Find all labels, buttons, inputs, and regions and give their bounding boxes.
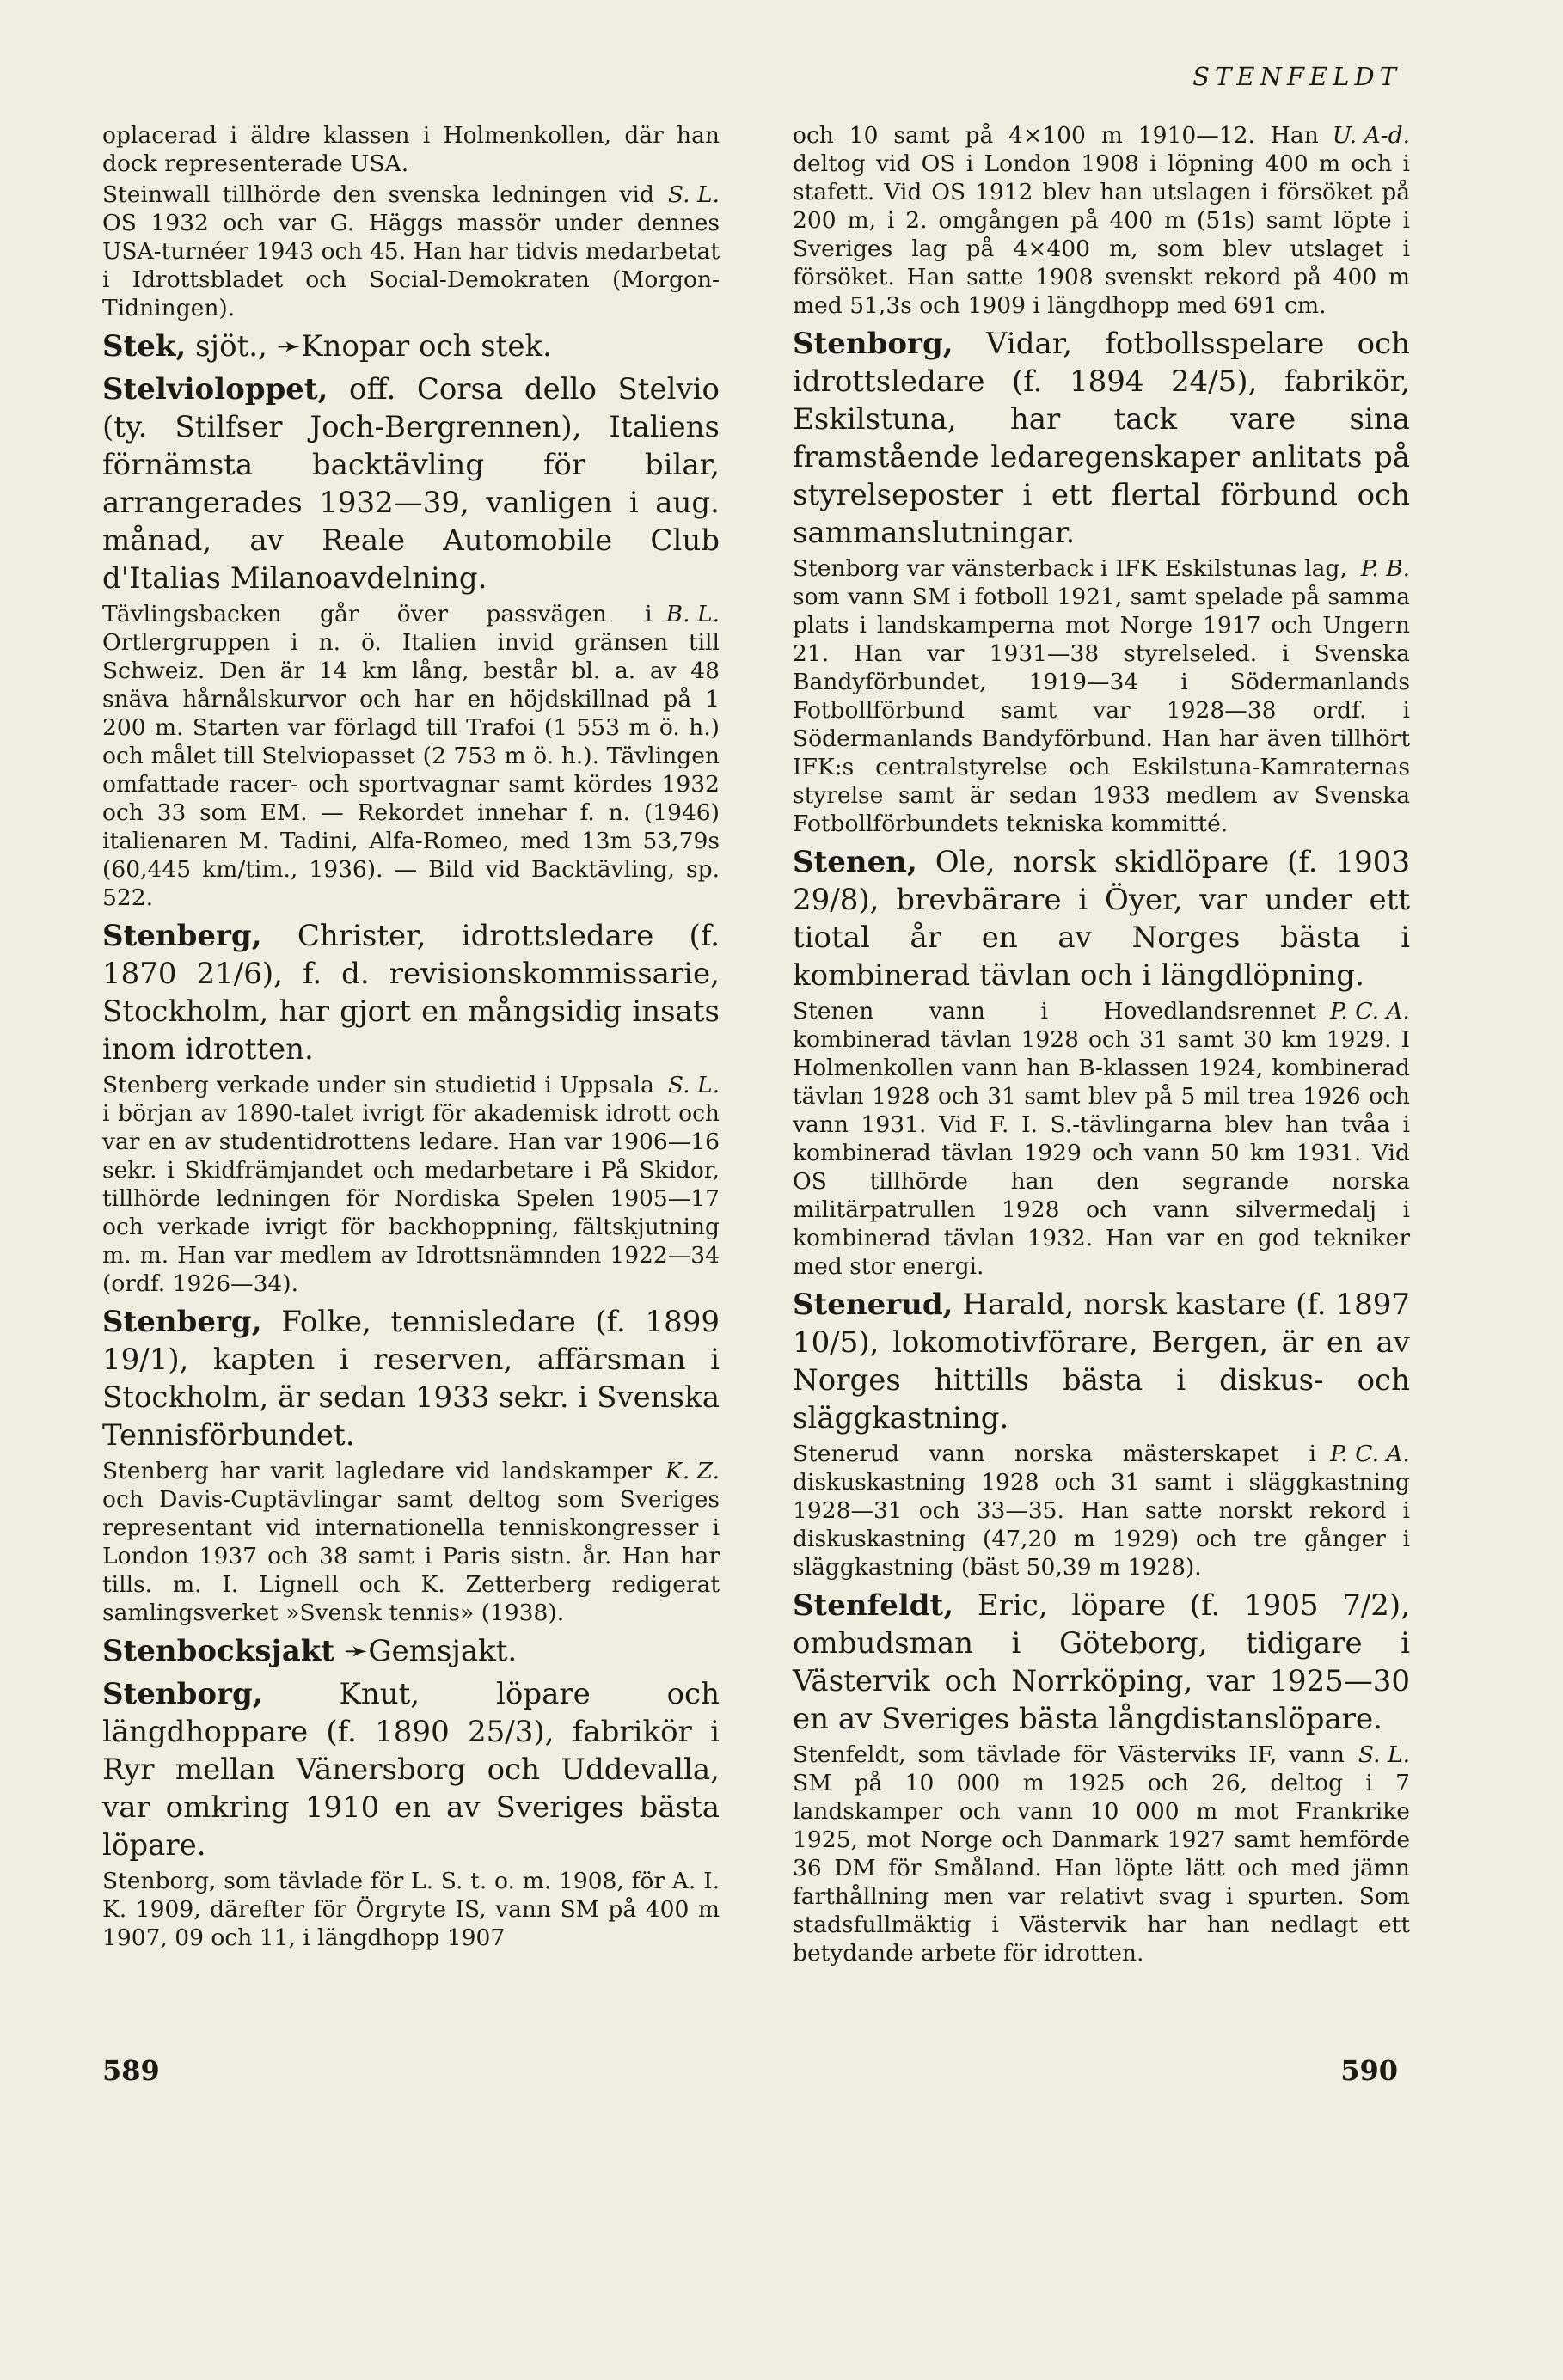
headword: Stenborg, (793, 327, 953, 361)
entry-lead (102, 370, 720, 597)
dictionary-entry (102, 917, 720, 1298)
author-signature: B. L. (665, 601, 720, 627)
author-signature: S. L. (667, 181, 720, 208)
entry-body (102, 1867, 720, 1952)
dictionary-entry (793, 1587, 1410, 1967)
author-signature: P. B. (1360, 555, 1410, 582)
entry-body (102, 1457, 720, 1627)
author-signature: U. A-d. (1332, 122, 1410, 149)
dictionary-entry (793, 325, 1410, 838)
author-signature: K. Z. (665, 1458, 720, 1484)
entry-text: ➛Gemsjakt. (343, 1634, 518, 1668)
entry-text: Vidar, fotbollsspelare och idrottsledare (f. 1894 24/5), fabrikör, Eskilstuna, har tack vare sina framstående ledaregenskaper anlitats på styrelseposter i ett flertal förbund och sammanslutningar. (793, 327, 1411, 550)
left-column (102, 119, 720, 1957)
page-number-left: 589 (102, 2054, 160, 2087)
author-signature: P. C. A. (1329, 998, 1410, 1025)
dictionary-entry (793, 1286, 1410, 1582)
entry-body (793, 121, 1410, 320)
entry-body (793, 554, 1410, 838)
headword: Stek, (102, 329, 187, 364)
dictionary-entry (102, 1675, 720, 1952)
dictionary-entry (102, 1632, 720, 1670)
entry-body (102, 1071, 720, 1298)
entry-text: Ole, norsk skidlöpare (f. 1903 29/8), brevbärare i Öyer, var under ett tiotal år en av Norges bästa i kombinerad tävlan och i längdlöpning. (793, 845, 1410, 993)
entry-text: Stenerud vann norska mästerskapet i diskuskastning 1928 och 31 samt i släggkastning 1928—31 och 33—35. Han satte norskt rekord i diskuskastning (47,20 m 1929) och tre gånger i släggkastning (bäst 50,39 m 1928). (793, 1441, 1410, 1581)
entry-text: Stenborg, som tävlade för L. S. t. o. m. 1908, för A. I. K. 1909, därefter för Örgryte IS, vann SM på 400 m 1907, 09 och 11, i längdhopp 1907 (102, 1868, 720, 1951)
running-head: STENFELDT (1192, 62, 1401, 91)
dictionary-entry (102, 327, 720, 365)
headword: Stenberg, (102, 919, 262, 953)
entry-text: Christer, idrottsledare (f. 1870 21/6), f. d. revisionskommissarie, Stockholm, har gjort en mångsidig insats inom idrotten. (102, 919, 720, 1067)
entry-body (102, 121, 720, 178)
entry-lead (793, 1286, 1410, 1437)
entry-text: Harald, norsk kastare (f. 1897 10/5), lokomotivförare, Bergen, är en av Norges hittills bästa i diskus- och släggkastning. (793, 1288, 1410, 1435)
entry-lead (102, 327, 720, 365)
entry-body (793, 1440, 1410, 1582)
page-number-right: 590 (1340, 2054, 1398, 2087)
entry-text: off. Corsa dello Stelvio (ty. Stilfser Joch-Bergrennen), Italiens förnämsta backtävling för bilar, arrangerades 1932—39, vanligen i aug. månad, av Reale Automobile Club d'Italias Milanoavdelning. (102, 372, 720, 596)
entry-text: Eric, löpare (f. 1905 7/2), ombudsman i Göteborg, tidigare i Västervik och Norrköping, var 1925—30 en av Sveriges bästa långdistanslöpare. (793, 1588, 1410, 1736)
author-signature: S. L. (1358, 1741, 1410, 1768)
entry-text: Steinwall tillhörde den svenska ledningen vid OS 1932 och var G. Häggs massör under dennes USA-turnéer 1943 och 45. Han har tidvis medarbetat i Idrottsbladet och Social-Demokraten (Morgon-Tidningen). (102, 181, 720, 321)
dictionary-entry (102, 1303, 720, 1627)
right-column (793, 119, 1410, 1973)
entry-lead (102, 1632, 720, 1670)
author-signature: P. C. A. (1329, 1441, 1410, 1467)
entry-body (102, 600, 720, 912)
author-signature: S. L. (667, 1072, 720, 1098)
dictionary-entry (102, 121, 720, 322)
headword: Stenberg, (102, 1305, 262, 1339)
entry-text: Tävlingsbacken går över passvägen i Ortlergruppen i n. ö. Italien invid gränsen till Schweiz. Den är 14 km lång, består bl. a. av 48 snäva hårnålskurvor och har en höjdskillnad på 1 200 m. Starten var förlagd till Trafoi (1 553 m ö. h.) och målet till Stelviopasset (2 753 m ö. h.). Tävlingen omfattade racer- och sportvagnar samt kördes 1932 och 33 som EM. — Rekordet innehar f. n. (1946) italienaren M. Tadini, Alfa-Romeo, med 13m 53,79s (60,445 km/tim., 1936). — Bild vid Backtävling, sp. 522. (102, 601, 720, 911)
dictionary-entry (793, 121, 1410, 320)
headword: Stenen, (793, 845, 917, 879)
entry-text: Knut, löpare och längdhoppare (f. 1890 25/3), fabrikör i Ryr mellan Vänersborg och Uddevalla, var omkring 1910 en av Sveriges bästa löpare. (102, 1677, 720, 1863)
entry-lead (793, 1587, 1410, 1738)
entry-lead (102, 917, 720, 1068)
entry-text: sjöt., ➛Knopar och stek. (195, 329, 552, 364)
entry-text: Folke, tennisledare (f. 1899 19/1), kapten i reserven, affärsman i Stockholm, är sedan 1933 sekr. i Svenska Tennisförbundet. (102, 1305, 720, 1453)
dictionary-entry (793, 843, 1410, 1281)
headword: Stenfeldt, (793, 1588, 954, 1623)
headword: Stelvioloppet, (102, 372, 328, 407)
entry-lead (102, 1303, 720, 1454)
entry-text: Stenfeldt, som tävlade för Västerviks IF, vann SM på 10 000 m 1925 och 26, deltog i 7 landskamper och vann 10 000 m mot Frankrike 1925, mot Norge och Danmark 1927 samt hemförde 36 DM för Småland. Han löpte lätt och med jämn farthållning men var relativt svag i spurten. Som stadsfullmäktig i Västervik har han nedlagt ett betydande arbete för idrotten. (793, 1741, 1410, 1967)
entry-lead (102, 1675, 720, 1864)
headword: Stenborg, (102, 1677, 263, 1711)
entry-text: Stenberg verkade under sin studietid i Uppsala i början av 1890-talet ivrigt för akademisk idrott och var en av studentidrottens ledare. Han var 1906—16 sekr. i Skidfrämjandet och medarbetare i På Skidor, tillhörde ledningen för Nordiska Spelen 1905—17 och verkade ivrigt för backhoppning, fältskjutning m. m. Han var medlem av Idrottsnämnden 1922—34 (ordf. 1926—34). (102, 1072, 720, 1297)
entry-lead (793, 843, 1410, 994)
dictionary-entry (102, 370, 720, 912)
headword: Stenerud, (793, 1288, 953, 1322)
headword: Stenbocksjakt (102, 1634, 335, 1668)
entry-text: Stenberg har varit lagledare vid landskamper och Davis-Cuptävlingar samt deltog som Sveriges representant vid internationella tenniskongresser i London 1937 och 38 samt i Paris sistn. år. Han har tills. m. I. Lignell och K. Zetterberg redigerat samlingsverket »Svensk tennis» (1938). (102, 1458, 720, 1626)
entry-text: oplacerad i äldre klassen i Holmenkollen, där han dock representerade USA. (102, 122, 720, 177)
entry-lead (793, 325, 1410, 552)
entry-text: Stenborg var vänsterback i IFK Eskilstunas lag, som vann SM i fotboll 1921, samt spelade på samma plats i landskamperna mot Norge 1917 och Ungern 21. Han var 1931—38 styrelseled. i Svenska Bandyförbundet, 1919—34 i Södermanlands Fotbollförbund samt var 1928—38 ordf. i Södermanlands Bandyförbund. Han har även tillhört IFK:s centralstyrelse och Eskilstuna-Kamraternas styrelse samt är sedan 1933 medlem av Svenska Fotbollförbundets tekniska kommitté. (793, 555, 1410, 837)
entry-text: Stenen vann i Hovedlandsrennet kombinerad tävlan 1928 och 31 samt 30 km 1929. I Holmenkollen vann han B-klassen 1924, kombinerad tävlan 1928 och 31 samt blev på 5 mil trea 1926 och vann 1931. Vid F. I. S.-tävlingarna blev han tvåa i kombinerad tävlan 1929 och vann 50 km 1931. Vid OS tillhörde han den segrande norska militärpatrullen 1928 och vann silvermedalj i kombinerad tävlan 1932. Han var en god tekniker med stor energi. (793, 998, 1410, 1280)
entry-body (102, 180, 720, 322)
entry-body (793, 1741, 1410, 1967)
entry-body (793, 997, 1410, 1281)
entry-text: och 10 samt på 4×100 m 1910—12. Han deltog vid OS i London 1908 i löpning 400 m och i stafett. Vid OS 1912 blev han utslagen i försöket på 200 m, i 2. omgången på 400 m (51s) samt löpte i Sveriges lag på 4×400 m, som blev utslaget i försöket. Han satte 1908 svenskt rekord på 400 m med 51,3s och 1909 i längdhopp med 691 cm. (793, 122, 1410, 319)
